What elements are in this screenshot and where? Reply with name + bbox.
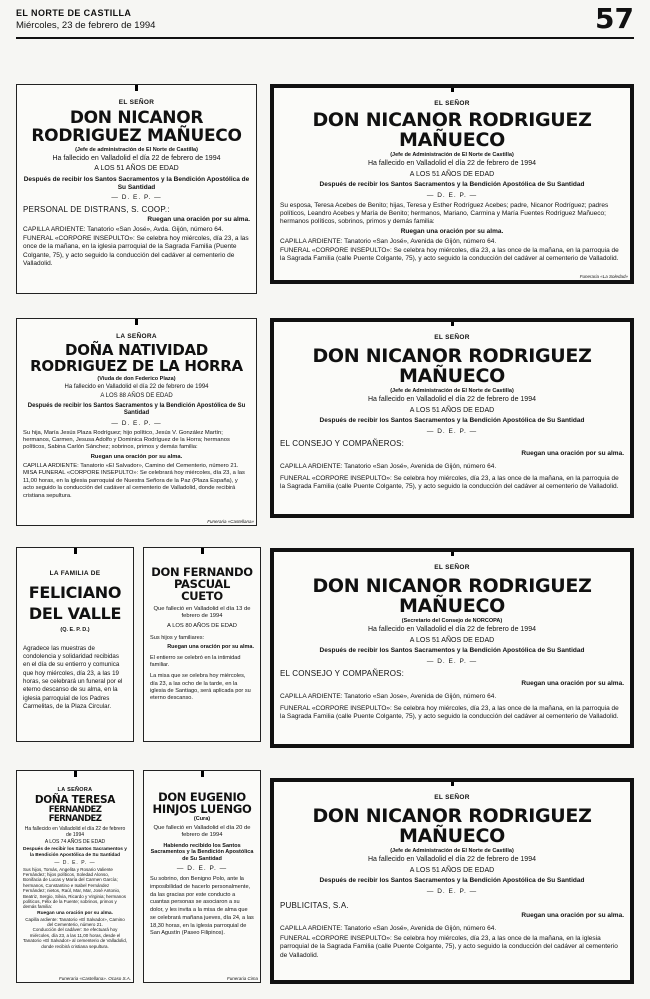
funeral-home-credit: Funeraria «La Soledad»: [579, 274, 628, 279]
deceased-name: DON NICANOR RODRIGUEZ MAÑUECO: [312, 345, 592, 387]
death-date: Ha fallecido en Valladolid el día 22 de febrero de 1994: [52, 154, 221, 162]
rip: — D. E. P. —: [54, 859, 96, 866]
age: A LOS 51 AÑOS DE EDAD: [409, 406, 495, 414]
chapel-info: CAPILLA ARDIENTE: Tanatorio «San José», Avenida de Gijón, número 64.: [280, 924, 497, 932]
obituary-notice-10: [270, 778, 634, 984]
cross-icon: [446, 548, 458, 556]
death-date: Ha fallecido en Valladolid el día 22 de febrero de 1994: [368, 855, 536, 863]
newspaper-name: EL NORTE DE CASTILLA: [16, 8, 132, 18]
mourners: EL CONSEJO Y COMPAÑEROS:: [280, 438, 405, 448]
sacraments: Después de recibir los Santos Sacramentos y la Bendición Apostólica de Su Santidad: [23, 846, 127, 858]
cross-icon: [131, 318, 143, 325]
age: A LOS 74 AÑOS DE EDAD: [44, 839, 106, 846]
cross-icon: [69, 547, 81, 554]
death-date: Ha fallecido en Valladolid el día 22 de febrero de 1994: [368, 159, 536, 167]
cross-icon: [446, 778, 458, 786]
prayer-request: Ruegan una oración por su alma.: [521, 679, 624, 687]
chapel-info: CAPILLA ARDIENTE: Tanatorio «San José», Avenida de Gijón, número 64.: [280, 238, 497, 246]
chapel-info: Capilla ardiente: Tanatorio «El Salvador», Camino del Cementerio, número 21.: [25, 916, 125, 928]
family-list: Su hija, María Jesús Plaza Rodríguez; hijo político, Jesús V. González Martín; hermanos, Carmen, Jesusa Adolfo y Dominica Rodríguez de la Horra; hermanos políticos, Sabina Carlón Sánchez; sobrinos, primos y demás familia:: [23, 429, 230, 451]
deceased-name: DON NICANOR RODRIGUEZ MAÑUECO: [312, 109, 592, 151]
obituary-notice-8: [16, 770, 134, 983]
deceased-name: DOÑA TERESA: [34, 794, 116, 806]
cross-icon: [131, 84, 143, 91]
rip: — D. E. P. —: [426, 191, 478, 199]
prayer-request: Ruegan una oración por su alma.: [521, 911, 624, 919]
page-header: [16, 2, 634, 39]
age: A LOS 51 AÑOS DE EDAD: [409, 170, 495, 178]
notice-label: LA FAMILIA DE: [49, 570, 101, 577]
sacraments: Después de recibir los Santos Sacramentos y la Bendición Apostólica de Su Santidad: [319, 877, 585, 885]
funeral-info: FUNERAL «CORPORE INSEPULTO»: Se celebra hoy miércoles, día 23, a las once de la mañana, en la parroquia de la Sagrada Familia (calle Puente Colgante, 75), y acto seguido la conducción del cadáver al cementerio de Valladolid.: [280, 246, 619, 263]
deceased-name-2: FERNANDEZ FERNANDEZ: [48, 805, 102, 824]
rip: — D. E. P. —: [426, 427, 478, 435]
funeral-info: MISA FUNERAL «CORPORE INSEPULTO»: Se celebrará hoy miércoles, día 23, a las 11,00 horas, en la iglesia parroquial de Nuestra Señora de la Paz (Plaza España), y acto seguido la conducción del cadáver al cementerio de Valladolid, donde recibirá cristiana sepultura.: [23, 470, 245, 499]
page-number: 57: [595, 2, 634, 35]
mass-info: La misa que se celebra hoy miércoles, día 23, a las ocho de la tarde, en la iglesia de Santiago, será aplicada por su eterno descanso.: [150, 673, 251, 701]
deceased-name: DON NICANOR: [69, 108, 204, 128]
deceased-title: (Jefe de Administración de El Norte de Castilla): [390, 387, 514, 394]
deceased-title: (Secretario del Consejo de NORCOPA): [401, 617, 503, 624]
sacraments: Habiendo recibido los Santos Sacramentos y la Bendición Apostólica de Su Santidad: [150, 842, 254, 863]
notice-label: EL SEÑOR: [434, 100, 470, 107]
prayer-request: Ruegan una oración por su alma.: [521, 449, 624, 457]
deceased-title: (Jefe de Administración de El Norte de Castilla): [390, 847, 514, 854]
acknowledgment-text: Agradece las muestras de condolencia y solidaridad recibidas en el día de su entierro y comunica que hoy miércoles, día 23, a las 19 horas, se celebrará un funeral por el eterno descanso de su alma, en la iglesia parroquial de los Padres Carmelitas, de la Plaza Circular.: [23, 644, 123, 711]
deceased-name-2: HINJOS LUENGO: [152, 802, 252, 817]
cross-icon: [446, 84, 458, 92]
deceased-name-2: PASCUAL: [173, 577, 231, 592]
notice-label: EL SEÑOR: [434, 334, 470, 341]
chapel-info: CAPILLA ARDIENTE: Tanatorio «San Jose», Avenida de Gijón, número 64.: [280, 692, 497, 700]
deceased-title: (Jefe de Administración de El Norte de Castilla): [390, 151, 514, 158]
rip: — D. E. P. —: [111, 194, 162, 202]
mourners: PUBLICITAS, S.A.: [280, 900, 349, 910]
chapel-info: CAPILLA ARDIENTE: Tanatorio «El Salvador», Camino del Cementerio, número 21.: [23, 462, 239, 469]
deceased-name: DON NICANOR RODRIGUEZ MAÑUECO: [312, 575, 592, 617]
age: A LOS 80 AÑOS DE EDAD: [167, 622, 237, 629]
notice-label: LA SEÑORA: [116, 333, 157, 340]
chapel-info: CAPILLA ARDIENTE: Tanatorio «San José», Avenida de Gijón, número 64.: [280, 462, 497, 470]
rip: — D. E. P. —: [426, 657, 478, 665]
sacraments: Después de recibir los Santos Sacramentos y la Bendición Apostólica de Su Santidad: [319, 417, 585, 425]
death-date: Ha fallecido en Valladolid el día 22 de febrero de 1994: [24, 825, 126, 839]
funeral-home-credit: Funeraria «Castellana»: [207, 519, 254, 524]
obituary-notice-2: [270, 84, 634, 284]
rip: — D. E. P. —: [111, 419, 162, 427]
funeral-info: FUNERAL «CORPORE INSEPULTO»: Se celebra hoy miércoles, día 23, a las once de la mañana, en la parroquia de la Sagrada Familia (calle Puente Colgante, 75), y acto seguido la conducción del cadáver al cementerio de Valladolid.: [280, 704, 619, 721]
funeral-home-credit: Funeraria Cima: [226, 976, 258, 981]
acknowledgment-text: Su sobrino, don Benigno Polo, ante la imposibilidad de hacerlo personalmente, da las gracias por este conducto a cuantas personas se asociaron a su dolor, y les invita a la misa de alma que se celebrará mañana jueves, día 24, a las 18,30 horas, en la iglesia parroquial de San Agustín (Paseo Filipinos).: [150, 876, 254, 937]
obituary-notice-1: [16, 84, 257, 294]
burial-info: El entierro se celebró en la intimidad familiar.: [150, 655, 241, 669]
age: A LOS 88 AÑOS DE EDAD: [100, 393, 173, 399]
notice-label: EL SEÑOR: [434, 794, 470, 801]
cross-icon: [69, 770, 81, 777]
prayer-request: Ruegan una oración por su alma.: [90, 453, 183, 460]
obituary-notice-9: [143, 770, 261, 983]
sacraments: Después de recibir los Santos Sacramentos y la Bendición Apostólica de Su Santidad: [319, 647, 585, 655]
notice-label: EL SEÑOR: [434, 564, 470, 571]
family-list: Sus hijos y familiares:: [150, 634, 205, 641]
funeral-home-credit: Funeraria «Castellana». Ocaso S.A.: [58, 976, 131, 981]
funeral-info: FUNERAL «CORPORE INSEPULTO»: Se celebra hoy miércoles, día 23, a las once de la mañana, en la iglesia parroquial de la Sagrada Familia (calle Puente Colgante, 75), y acto seguido la conducción del cadáver al cementerio de Valladolid.: [280, 934, 618, 959]
prayer-request: Ruegan una oración por su alma.: [167, 644, 254, 651]
notice-label: LA SEÑORA: [57, 787, 93, 793]
age: A LOS 51 AÑOS DE EDAD: [94, 165, 179, 173]
mourners: PERSONAL DE DISTRANS, S. COOP.:: [23, 205, 170, 215]
obituary-notice-3: [16, 318, 257, 526]
mourners: EL CONSEJO Y COMPAÑEROS:: [280, 668, 405, 678]
sacraments: Después de recibir los Santos Sacramentos y la Bendición Apostólica de Su Santidad: [23, 176, 250, 192]
deceased-title: (Viuda de don Federico Plaza): [97, 375, 176, 382]
family-list: Sus hijos, Tomás, Angelita y Rosario Valiente Fernández; hijos políticos, Soledad Alonso, Bonifacia de Lucas y María del Carmen García; hermanos, Constantino e Isabel Fernández Fernández; nietos, Raúl, Mar, Mar, José Antonio, Beatriz, Sergio, Silvia, Ricardo y Virginia; hermanos políticos, Félix de la Fuente; sobrinos, primos y demás familia:: [23, 866, 126, 910]
chapel-info: CAPILLA ARDIENTE: Tanatorio «San José», Avda. Gijón, número 64.: [23, 226, 224, 234]
death-date: Que falleció en Valladolid el día 20 de febrero de 1994: [153, 825, 251, 839]
obituary-notice-4: [270, 318, 634, 518]
funeral-info: Conducción del cadáver: Se efectuará hoy miércoles, día 23, a las 11,00 horas, desde el Tanatorio «El Salvador» al cementerio de Valladolid, donde recibirá cristiana sepultura.: [23, 927, 127, 949]
obituary-notice-5: [16, 547, 134, 742]
funeral-info: FUNERAL «CORPORE INSEPULTO»: Se celebra hoy miércoles, día 23, a las once de la mañana, en la parroquia de la Sagrada Familia (calle Puente Colgante, 75), y acto seguido la conducción del cadáver al cementerio de Valladolid.: [280, 474, 619, 491]
deceased-name: FELICIANO: [28, 583, 122, 602]
obituary-notice-6: [143, 547, 261, 742]
deceased-name: DON FERNANDO: [151, 565, 253, 579]
deceased-name: DON EUGENIO: [158, 790, 246, 804]
deceased-name-2: DEL VALLE: [28, 603, 122, 623]
deceased-name-2: RODRIGUEZ MAÑUECO: [31, 125, 242, 146]
deceased-title: (Jefe de administración de El Norte de Castilla): [75, 146, 198, 153]
death-date: Ha fallecido en Valladolid el día 22 de febrero de 1994: [368, 625, 536, 633]
rip: — D. E. P. —: [426, 887, 478, 895]
deceased-name-3: CUETO: [181, 589, 223, 604]
deceased-title: (Cura): [193, 816, 211, 823]
family-list: Su esposa, Teresa Acebes de Benito; hijas, Teresa y Esther Rodríguez Acebes; padre, Nicanor Rodríguez; padres políticos, Leandro Acebes y María de Benito; hermanos, Mariano, Carmina y María Fuentes Rodríguez Mañueco; hermanos políticos, sobrinos, primos y demás familia:: [280, 201, 609, 226]
deceased-name: DOÑA NATIVIDAD: [65, 341, 208, 359]
death-date: Ha fallecido en Valladolid el día 22 de febrero de 1994: [64, 383, 209, 390]
sacraments: Después de recibir los Santos Sacramentos y la Bendición Apostólica de Su Santidad: [27, 402, 246, 416]
death-date: Ha fallecido en Valladolid el día 22 de febrero de 1994: [368, 395, 536, 403]
prayer-request: Ruegan una oración por su alma.: [147, 216, 250, 224]
obituary-notice-7: [270, 548, 634, 748]
death-date: Que falleció en Valladolid el día 13 de febrero de 1994: [153, 606, 251, 620]
rip: — D. E. P. —: [176, 865, 228, 873]
cross-icon: [446, 318, 458, 326]
deceased-name-2: RODRIGUEZ DE LA HORRA: [30, 356, 243, 375]
prayer-request: Ruegan una oración por su alma.: [37, 910, 113, 916]
funeral-info: FUNERAL «CORPORE INSEPULTO»: Se celebra hoy miércoles, día 23, a las once de la mañana, en la iglesia parroquial de la Sagrada Familia (Puente Colgante, 75), y acto seguido la conducción del cadáver al cementerio de Valladolid.: [23, 234, 249, 268]
deceased-name: DON NICANOR RODRIGUEZ MAÑUECO: [312, 805, 592, 847]
age: A LOS 51 AÑOS DE EDAD: [409, 636, 495, 644]
notice-label: EL SEÑOR: [118, 99, 155, 106]
sacraments: Después de recibir los Santos Sacramentos y la Bendición Apostólica de Su Santidad: [319, 181, 585, 189]
prayer-request: Ruegan una oración por su alma.: [400, 228, 504, 236]
cross-icon: [196, 770, 208, 777]
rip: (Q. E. P. D.): [60, 626, 90, 633]
cross-icon: [196, 547, 208, 554]
age: A LOS 51 AÑOS DE EDAD: [409, 866, 495, 874]
issue-date: Miércoles, 23 de febrero de 1994: [16, 20, 156, 31]
